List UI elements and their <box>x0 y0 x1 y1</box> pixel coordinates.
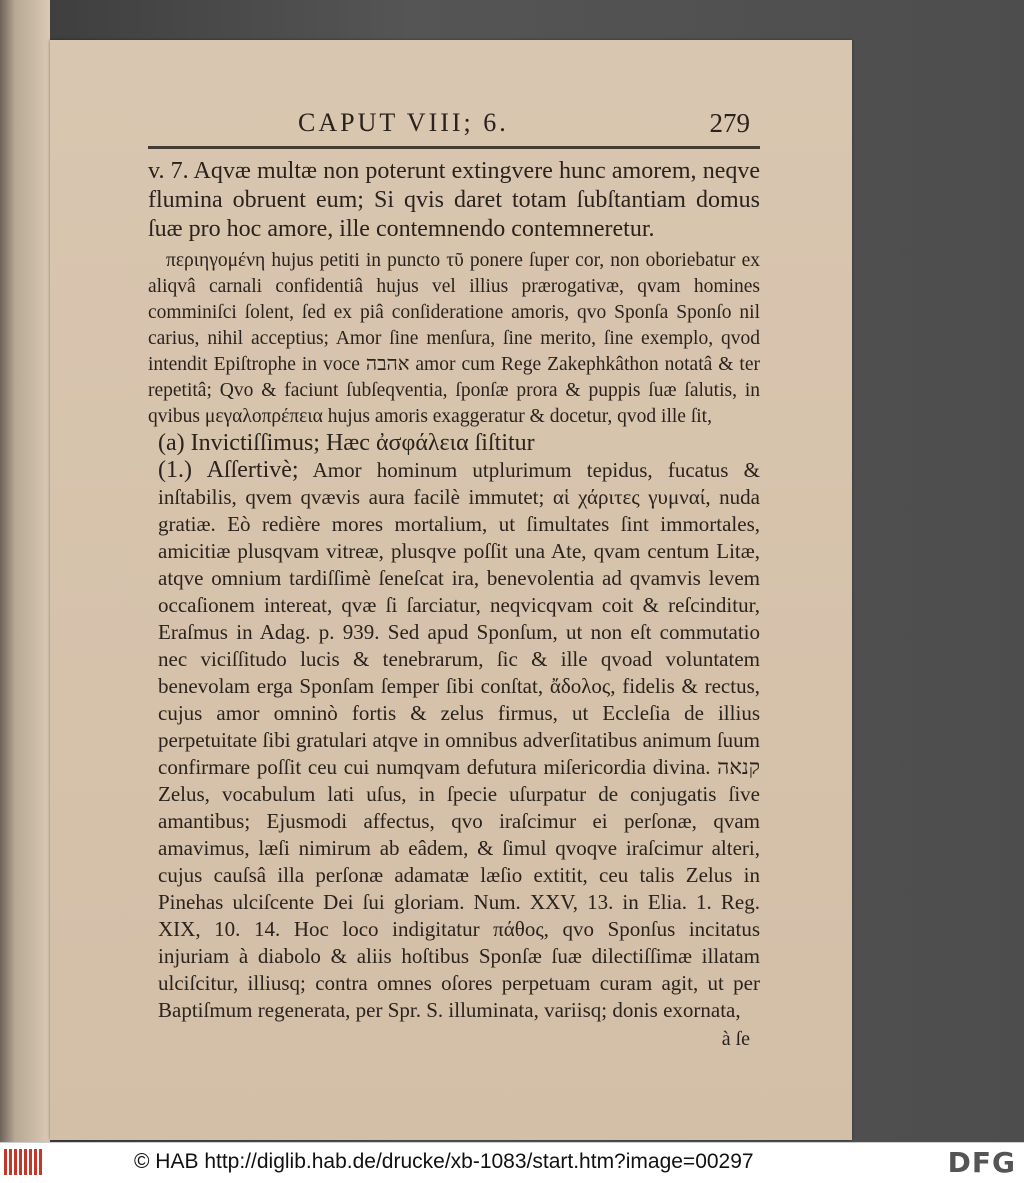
item-1 <box>158 457 760 1024</box>
previous-page-edge <box>0 0 50 1142</box>
dfg-logo: DFG <box>947 1146 1016 1179</box>
running-head-title: CAPUT VIII; 6. <box>298 108 509 137</box>
catchword: à ſe <box>721 1028 750 1050</box>
item-a-text: (a) Invictiſſimus; Hæc ἀσφάλεια ſiſtitur <box>158 430 535 456</box>
item-a <box>158 430 760 457</box>
item-1-head: (1.) Aſſertivè; <box>158 457 299 483</box>
verse-text: v. 7. Aqvæ multæ non poterunt extingvere hunc amorem, neqve flumina obruent eum; Si qvis daret totam ſubſtantiam domus ſuæ pro hoc amore, ille contemnendo contemneretur. <box>148 158 760 242</box>
item-1-text: Amor hominum utplurimum tepidus, fucatus & inſtabilis, qvem qvævis aura facilè immutet; αἱ χάριτες γυμναί, nuda gratiæ. Eò redière mores mortalium, ut ſimultates ſint immortales, amicitiæ plusqvam vitreæ, plusqve poſſit una Ate, qvam centum Litæ, atqve omnium tardiſſimè ſeneſcat ira, benevolentia ad qvamvis levem occaſionem intereat, qvæ ſi ſarciatur, neqvicqvam coit & reſcinditur, Eraſmus in Adag. p. 939. Sed apud Sponſum, ut non eſt commutatio nec viciſſitudo lucis & tenebrarum, ſic & ille qvoad voluntatem benevolam erga Sponſam ſemper ſibi conſtat, ἄδολος, fidelis & rectus, cujus amor omninò fortis & zelus firmus, ut Eccleſia de illius perpetuitate ſibi gratulari atqve in omnibus adverſitatibus animum ſuum confirmare poſſit ceu cui numqvam defutura miſericordia divina. קנאה Zelus, vocabulum lati uſus, in ſpecie uſurpatur de conjugatis ſive amantibus; Ejusmodi affectus, qvo iraſcimur ei perſonæ, qvam amavimus, læſi nimirum ab eâdem, & ſimul qvoqve iraſcimur alteri, cujus cauſsâ illa perſonæ adamatæ læſio extitit, ceu talis Zelus in Pinehas ulciſcente Dei ſui gloriam. Num. XXV, 13. in Elia. 1. Reg. XIX, 10. 14. Hoc loco indigitatur πάθος, qvo Sponſus incitatus injuriam à diabolo & aliis hoſtibus Sponſæ ſuæ dilectiſſimæ illatam ulciſcitur, illiusq; contra omnes oſores perpetuam curam agit, ut per Baptiſmum regenerata, per Spr. S. illuminata, variisq; donis exornata, <box>158 458 760 1022</box>
hab-logo-icon <box>4 1149 50 1177</box>
book-page <box>50 40 852 1140</box>
body-text <box>148 157 760 1052</box>
page-number: 279 <box>709 108 750 138</box>
copyright-link[interactable]: © HAB http://diglib.hab.de/drucke/xb-1083/start.htm?image=00297 <box>134 1150 754 1173</box>
paragraph-1: περιηγομένη hujus petiti in puncto τῦ ponere ſuper cor, non oboriebatur ex aliqvâ carnali confidentiâ hujus vel illius prærogativæ, qvam homines comminiſci ſolent, ſed ex piâ conſideratione amoris, qvo Sponſa Sponſo nil carius, nihil acceptius; Amor ſine menſura, ſine merito, ſine exemplo, qvod intendit Epiſtrophe in voce אהבה amor cum Rege Zakephkâthon notatâ & ter repetitâ; Qvo & faciunt ſubſeqventia, ſponſæ prora & puppis ſuæ ſalutis, in qvibus μεγαλοπρέπεια hujus amoris exaggeratur & docetur, qvod ille ſit, <box>148 250 760 427</box>
footer-bar <box>0 1142 1024 1183</box>
page-content <box>148 108 760 1052</box>
head-rule <box>148 146 760 149</box>
running-head <box>148 108 760 146</box>
